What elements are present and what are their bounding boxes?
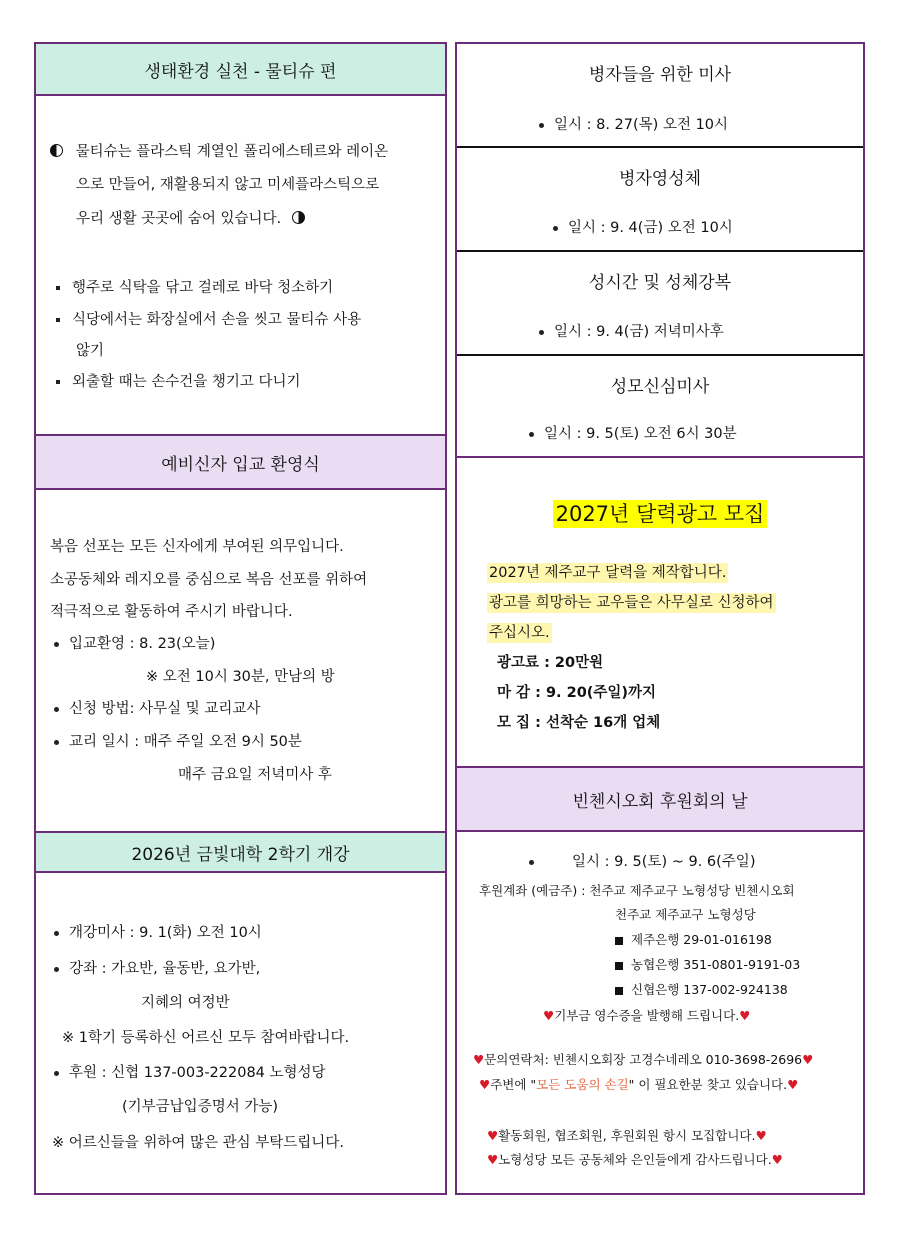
calendar-ad-title-row	[457, 498, 863, 528]
communion-sick-box	[457, 148, 863, 250]
communion-sick-date-text: 일시 : 9. 4(금) 오전 10시	[568, 220, 733, 236]
square-bullet-icon	[615, 962, 623, 970]
half-circle-icon	[292, 211, 305, 224]
vincent-recruit-text: 활동회원, 협조회원, 후원회원 항시 모집합니다.	[498, 1128, 756, 1143]
bullet-icon	[56, 380, 60, 384]
catechumen-para-2: 소공동체와 레지오를 중심으로 복음 선포를 위하여	[50, 572, 368, 588]
calendar-ad-title: 2027년 달력광고 모집	[553, 500, 768, 528]
eco-intro-2: 으로 만들어, 재활용되지 않고 미세플라스틱으로	[76, 177, 380, 193]
eco-intro-1	[50, 140, 388, 161]
vincent-recruit	[487, 1126, 767, 1144]
bullet-icon	[56, 318, 60, 322]
half-circle-icon	[50, 144, 63, 157]
vincent-contact	[473, 1050, 813, 1068]
calendar-ad-fee: 광고료 : 20만원	[497, 655, 604, 671]
bullet-icon	[54, 740, 59, 745]
right-column	[455, 42, 865, 1195]
bullet-icon	[54, 967, 59, 972]
eco-bullet-1	[56, 276, 333, 297]
calendar-ad-line-1	[487, 561, 728, 582]
vincent-bank-2-text: 농협은행 351-0801-9191-03	[631, 957, 801, 972]
catechumen-b3-text: 교리 일시 : 매주 주일 오전 9시 50분	[69, 734, 302, 750]
square-bullet-icon	[615, 937, 623, 945]
bullet-icon	[54, 642, 59, 647]
eco-bullet-text-3: 외출할 때는 손수건을 챙기고 다니기	[72, 374, 301, 390]
vincent-receipt-text: 기부금 영수증을 발행해 드립니다.	[554, 1008, 740, 1023]
catechumen-bullet-3-cont: 매주 금요일 저녁미사 후	[178, 767, 332, 783]
vincent-bank-3-text: 신협은행 137-002-924138	[631, 982, 788, 997]
vincent-bank-2	[615, 955, 800, 973]
vincent-bank-1-text: 제주은행 29-01-016198	[631, 932, 772, 947]
calendar-ad-box	[457, 458, 863, 766]
heart-icon: ♥	[473, 1052, 485, 1067]
heart-icon: ♥	[771, 1152, 783, 1167]
heart-icon: ♥	[487, 1128, 499, 1143]
vincent-section-header	[457, 768, 863, 832]
vincent-bank-1	[615, 930, 772, 948]
college-bullet-1	[54, 921, 262, 942]
eco-section-body	[36, 96, 445, 436]
mass-sick-date-text: 일시 : 8. 27(목) 오전 10시	[554, 117, 729, 133]
vincent-title: 빈첸시오회 후원회의 날	[572, 791, 748, 812]
college-bullet-2-cont: 지혜의 여정반	[141, 995, 230, 1011]
eco-title: 생태환경 실천 - 물티슈 편	[144, 61, 337, 82]
catechumen-bullet-3	[54, 730, 302, 751]
bullet-icon	[539, 123, 544, 128]
sacred-heart-title: 성모신심미사	[610, 377, 710, 397]
heart-icon: ♥	[543, 1008, 555, 1023]
sacred-heart-date-text: 일시 : 9. 5(토) 오전 6시 30분	[544, 426, 737, 442]
vincent-bank-3	[615, 980, 788, 998]
eco-bullet-3	[56, 370, 301, 391]
vincent-receipt	[543, 1006, 750, 1024]
catechumen-b2-text: 신청 방법: 사무실 및 교리교사	[69, 701, 261, 717]
communion-sick-title: 병자영성체	[618, 169, 702, 189]
left-column	[34, 42, 447, 1195]
eco-section-header	[36, 44, 445, 96]
adoration-title: 성시간 및 성체강복	[588, 273, 732, 293]
catechumen-bullet-1	[54, 632, 215, 653]
eco-bullet-2	[56, 308, 361, 329]
adoration-date-text: 일시 : 9. 4(금) 저녁미사후	[554, 324, 724, 340]
heart-icon: ♥	[787, 1077, 799, 1092]
college-section-header	[36, 833, 445, 873]
eco-bullet-2-cont: 않기	[76, 343, 105, 359]
vincent-helping-post: " 이 필요한분 찾고 있습니다.	[628, 1077, 788, 1092]
bullet-icon	[54, 707, 59, 712]
vincent-helping-pre: 주변에 "	[490, 1077, 537, 1092]
adoration-date	[539, 320, 724, 341]
sacred-heart-box	[457, 356, 863, 456]
college-b2-text: 강좌 : 가요반, 율동반, 요가반,	[69, 961, 261, 977]
square-bullet-icon	[615, 987, 623, 995]
calendar-ad-deadline: 마 감 : 9. 20(주일)까지	[497, 685, 657, 701]
catechumen-title: 예비신자 입교 환영식	[161, 454, 320, 475]
calendar-ad-recruit: 모 집 : 선착순 16개 업체	[497, 715, 661, 731]
vincent-thanks-text: 노형성당 모든 공동체와 은인들에게 감사드립니다.	[498, 1152, 772, 1167]
vincent-date	[529, 850, 755, 871]
adoration-box	[457, 252, 863, 354]
bullet-icon	[539, 330, 544, 335]
eco-bullet-text-2: 식당에서는 화장실에서 손을 씻고 물티슈 사용	[72, 312, 362, 328]
catechumen-para-3: 적극적으로 활동하여 주시기 바랍니다.	[50, 604, 293, 620]
vincent-section-body	[457, 832, 863, 1192]
bullet-icon	[553, 226, 558, 231]
catechumen-section-header	[36, 436, 445, 490]
eco-bullet-text-1: 행주로 식탁을 닦고 걸레로 바닥 청소하기	[72, 280, 334, 296]
catechumen-section-body	[36, 490, 445, 830]
vincent-date-text: 일시 : 9. 5(토) ~ 9. 6(주일)	[572, 854, 756, 870]
college-bullet-3	[54, 1061, 326, 1082]
college-section-body	[36, 873, 445, 1193]
calendar-ad-line-2	[487, 591, 776, 612]
vincent-helping-highlight: 모든 도움의 손길	[536, 1077, 629, 1092]
calendar-ad-line-3	[487, 621, 552, 642]
heart-icon: ♥	[487, 1152, 499, 1167]
vincent-thanks	[487, 1150, 783, 1168]
catechumen-b1-text: 입교환영 : 8. 23(오늘)	[69, 636, 216, 652]
college-bullet-2	[54, 957, 260, 978]
catechumen-para-1: 복음 선포는 모든 신자에게 부여된 의무입니다.	[50, 539, 344, 555]
heart-icon: ♥	[739, 1008, 751, 1023]
bullet-icon	[56, 286, 60, 290]
mass-sick-box	[457, 44, 863, 147]
college-title: 2026년 금빛대학 2학기 개강	[131, 844, 350, 865]
eco-intro-text-3: 우리 생활 곳곳에 숨어 있습니다.	[76, 211, 282, 227]
college-note-1: ※ 1학기 등록하신 어르신 모두 참여바랍니다.	[62, 1030, 350, 1046]
sacred-heart-date	[529, 422, 737, 443]
bullet-icon	[54, 1071, 59, 1076]
eco-intro-3	[76, 207, 305, 228]
heart-icon: ♥	[479, 1077, 491, 1092]
vincent-account-label: 후원계좌 (예금주) : 천주교 제주교구 노형성당 빈첸시오회	[479, 883, 795, 898]
calendar-ad-line-1-text: 2027년 제주교구 달력을 제작합니다.	[489, 565, 727, 581]
eco-intro-text-1: 물티슈는 플라스틱 계열인 폴리에스테르와 레이온	[75, 144, 389, 160]
vincent-contact-text: 문의연락처: 빈첸시오회장 고경수네레오 010-3698-2696	[484, 1052, 803, 1067]
vincent-helping	[479, 1075, 798, 1093]
communion-sick-date	[553, 216, 733, 237]
calendar-ad-line-3-text: 주십시오.	[489, 625, 550, 641]
catechumen-bullet-2	[54, 697, 260, 718]
mass-sick-date	[539, 113, 728, 134]
bullet-icon	[529, 432, 534, 437]
college-b1-text: 개강미사 : 9. 1(화) 오전 10시	[69, 925, 262, 941]
heart-icon: ♥	[755, 1128, 767, 1143]
mass-sick-title: 병자들을 위한 미사	[588, 65, 732, 85]
calendar-ad-line-2-text: 광고를 희망하는 교우들은 사무실로 신청하여	[489, 595, 774, 611]
bullet-icon	[54, 931, 59, 936]
college-note-2: ※ 어르신들을 위하여 많은 관심 부탁드립니다.	[52, 1135, 344, 1151]
college-b3-text: 후원 : 신협 137-003-222084 노형성당	[69, 1065, 326, 1081]
bullet-icon	[529, 860, 534, 865]
catechumen-bullet-1-note: ※ 오전 10시 30분, 만남의 방	[146, 669, 335, 685]
college-bullet-3-cont: (기부금납입증명서 가능)	[122, 1099, 278, 1115]
heart-icon: ♥	[802, 1052, 814, 1067]
vincent-account-label-2: 천주교 제주교구 노형성당	[615, 907, 756, 922]
